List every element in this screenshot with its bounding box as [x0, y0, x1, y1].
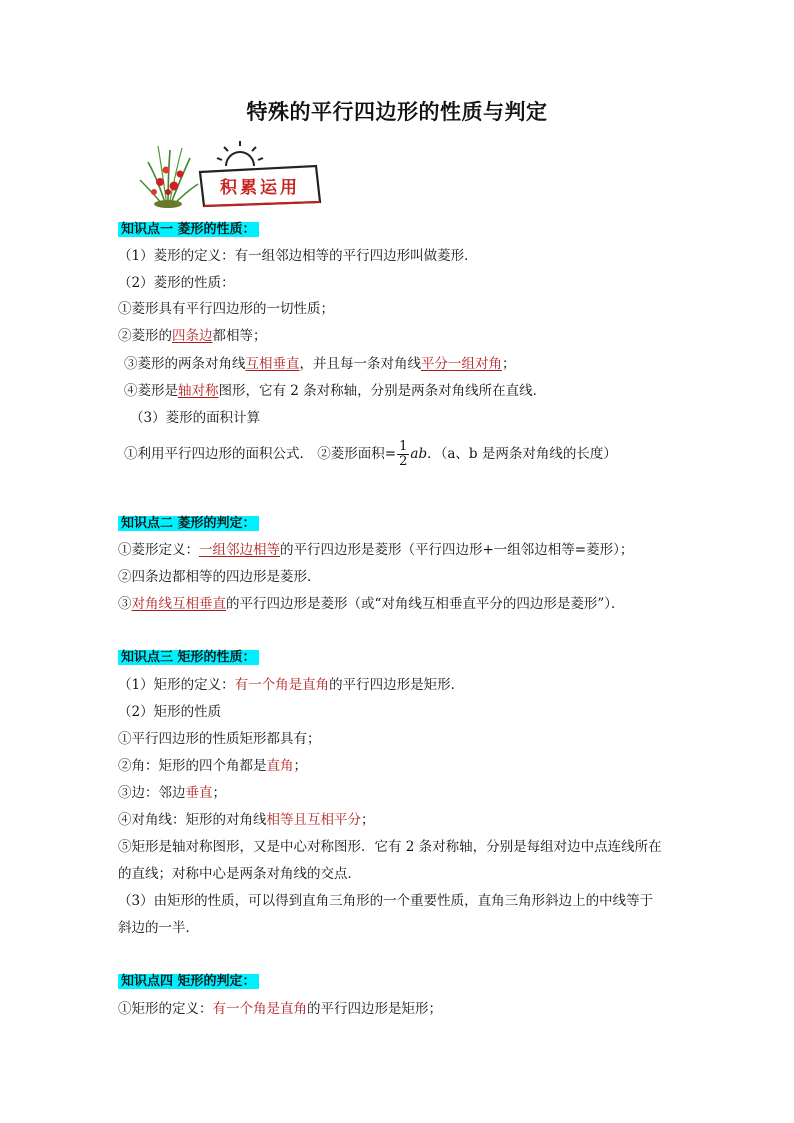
text-line: （2）菱形的性质：: [118, 275, 235, 291]
text-line: ④菱形是轴对称图形，它有 2 条对称轴，分别是两条对角线所在直线．: [124, 383, 547, 399]
fraction: $\frac{1}{2}$: [399, 439, 408, 469]
text-line: ③边：邻边垂直；: [118, 785, 226, 801]
page-title: 特殊的平行四边形的性质与判定: [246, 99, 548, 124]
accumulate-banner: [128, 140, 328, 210]
banner-label: 积累运用: [220, 178, 300, 198]
text-line: ②四条边都相等的四边形是菱形．: [118, 569, 321, 585]
section-2-heading: 知识点二 菱形的判定：: [118, 514, 259, 533]
text-line: ③对角线互相垂直的平行四边形是菱形（或“对角线互相垂直平分的四边形是菱形”）．: [118, 596, 625, 612]
text-line: ⑤矩形是轴对称图形，又是中心对称图形．它有 2 条对称轴，分别是每组对边中点连线所在: [118, 839, 662, 855]
text-line: ②角：矩形的四个角都是直角；: [118, 758, 307, 774]
flower-plant-icon: [140, 146, 198, 208]
text-line: （1）菱形的定义：有一组邻边相等的平行四边形叫做菱形．: [118, 248, 478, 264]
sun-icon: [217, 141, 263, 166]
text-line: 斜边的一半．: [118, 920, 199, 936]
text-line: ②菱形的四条边都相等；: [118, 328, 267, 344]
text-line: ①矩形的定义：有一个角是直角的平行四边形是矩形；: [118, 1001, 442, 1017]
text-line: ①菱形定义：一组邻边相等的平行四边形是菱形（平行四边形+一组邻边相等=菱形）；: [118, 542, 634, 558]
text-line: 的直线；对称中心是两条对角线的交点．: [118, 866, 361, 882]
text-line: ①菱形具有平行四边形的一切性质；: [118, 301, 334, 317]
text-line: （3）由矩形的性质，可以得到直角三角形的一个重要性质，直角三角形斜边上的中线等于: [118, 893, 654, 909]
text-line: （1）矩形的定义：有一个角是直角的平行四边形是矩形．: [118, 677, 465, 693]
text-line: ③菱形的两条对角线互相垂直，并且每一条对角线平分一组对角；: [124, 356, 516, 372]
section-4-heading: 知识点四 矩形的判定：: [118, 972, 259, 991]
section-3-heading: 知识点三 矩形的性质：: [118, 648, 259, 667]
text-line: （3）菱形的面积计算: [130, 410, 261, 426]
text-line: ①平行四边形的性质矩形都具有；: [118, 731, 321, 747]
section-1-heading: 知识点一 菱形的性质：: [118, 220, 259, 239]
text-line: （2）矩形的性质: [118, 704, 222, 720]
text-line: ④对角线：矩形的对角线相等且互相平分；: [118, 812, 375, 828]
area-formula-line: ①利用平行四边形的面积公式． ②菱形面积= $\frac{1}{2}$ ab．（a、b 是两条对角线的长度）: [124, 439, 617, 469]
